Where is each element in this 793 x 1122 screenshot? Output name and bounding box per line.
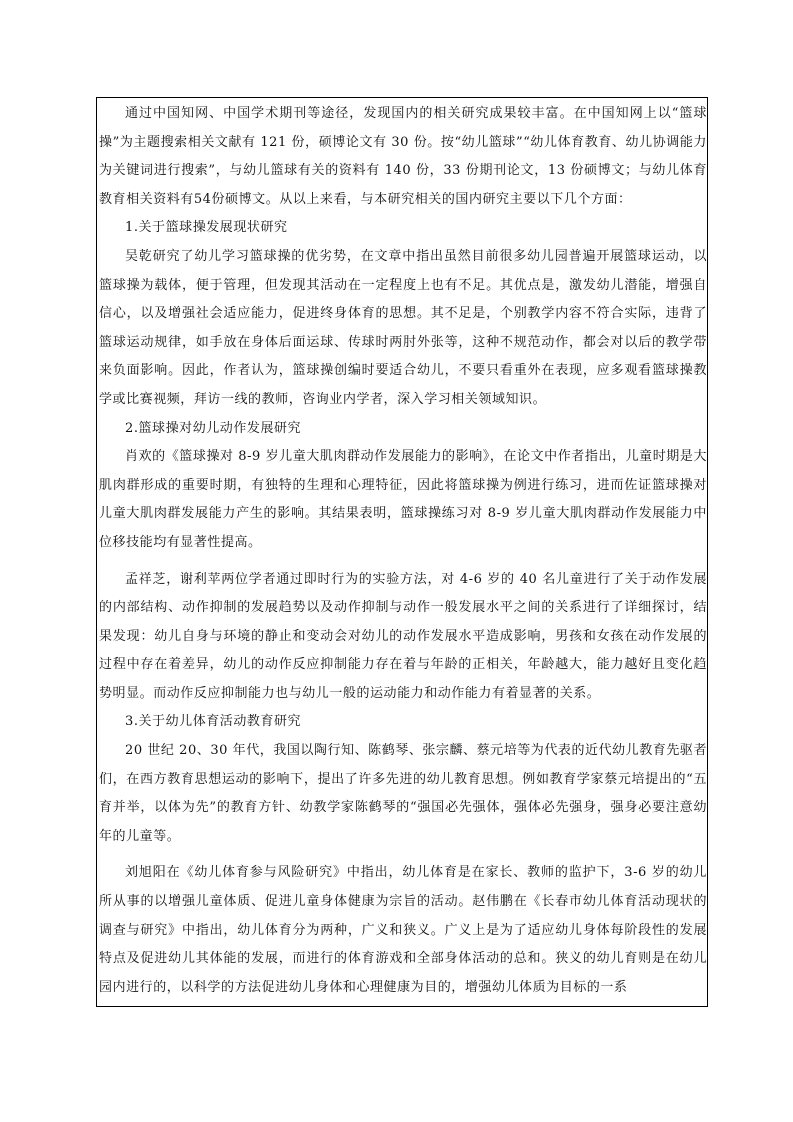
paragraph-xiao-huan: 肖欢的《篮球操对 8-9 岁儿童大肌肉群动作发展能力的影响》，在论文中作者指出，儿童时期是大肌肉群形成的重要时期，有独特的生理和心理特征，因此将篮球操为例进行练习，进而佐证篮球操对儿童大肌肉群发展能力产生的影响。其结果表明，篮球操练习对 8-9 岁儿童大肌肉群动作发展能力中位移技能均有显著性提高。	[99, 449, 707, 550]
paragraph-intro: 通过中国知网、中国学术期刊等途径，发现国内的相关研究成果较丰富。在中国知网上以“篮球操”为主题搜索相关文献有 121 份，硕博论文有 30 份。按“幼儿篮球”“幼儿体育教育、幼儿协调能力为关键词进行搜索”，与幼儿篮球有关的资料有 140 份，33 份期刊论文，13 份硕博文；与幼儿体育教育相关资料有54份硕博文。从以上来看，与本研究相关的国内研究主要以下几个方面：	[99, 106, 707, 207]
document-body	[97, 100, 708, 1002]
paragraph-gap	[99, 851, 707, 859]
paragraph-wu-qian: 吴乾研究了幼儿学习篮球操的优劣势，在文章中指出虽然目前很多幼儿园普遍开展篮球运动，以篮球操为载体，便于管理，但发现其活动在一定程度上也有不足。其优点是，激发幼儿潜能，增强自信心，以及增强社会适应能力，促进终身体育的思想。其不足是，个别教学内容不符合实际，违背了篮球运动规律，如手放在身体后面运球、传球时两肘外张等，这种不规范动作，都会对以后的教学带来负面影响。因此，作者认为，篮球操创编时要适合幼儿，不要只看重外在表现，应多观看篮球操教学或比赛视频，拜访一线的教师，咨询业内学者，深入学习相关领域知识。	[99, 248, 707, 407]
paragraph-meng-xiangzhi: 孟祥芝，谢利苹两位学者通过即时行为的实验方法，对 4-6 岁的 40 名儿童进行了关于动作发展的内部结构、动作抑制的发展趋势以及动作抑制与动作一般发展水平之间的关系进行了详细探讨，结果发现：幼儿自身与环境的静止和变动会对幼儿的动作发展水平造成影响，男孩和女孩在动作发展的过程中存在着差异，幼儿的动作反应抑制能力存在着与年龄的正相关，年龄越大，能力越好且变化趋势明显。而动作反应抑制能力也与幼儿一般的运动能力和动作能力有着显著的关系。	[99, 571, 707, 701]
paragraph-liu-xuyang: 刘旭阳在《幼儿体育参与风险研究》中指出，幼儿体育是在家长、教师的监护下，3-6 岁的幼儿所从事的以增强儿童体质、促进儿童身体健康为宗旨的活动。赵伟鹏在《长春市幼儿体育活动现状的调查与研究》中指出，幼儿体育分为两种，广义和狭义。广义上是为了适应幼儿身体每阶段性的发展特点及促进幼儿其体能的发展，而进行的体育游戏和全部身体活动的总和。狭义的幼儿育则是在幼儿园内进行的，以科学的方法促进幼儿身体和心理健康为目的，增强幼儿体质为目标的一系	[99, 865, 707, 995]
document-frame	[96, 97, 708, 1007]
section-heading-1: 1.关于篮球操发展现状研究	[125, 220, 288, 236]
paragraph-20th-century: 20 世纪 20、30 年代，我国以陶行知、陈鹤琴、张宗麟、蔡元培等为代表的近代幼儿教育先驱者们，在西方教育思想运动的影响下，提出了许多先进的幼儿教育思想。例如教育学家蔡元培提出的“五育并举，以体为先”的教育方针、幼教学家陈鹤琴的“强国必先强体，强体必先强身，强身必要注意幼年的儿童等。	[99, 743, 707, 844]
paragraph-gap	[99, 558, 707, 566]
section-heading-2: 2.篮球操对幼儿动作发展研究	[125, 420, 302, 436]
section-heading-3: 3.关于幼儿体育活动教育研究	[125, 714, 302, 730]
